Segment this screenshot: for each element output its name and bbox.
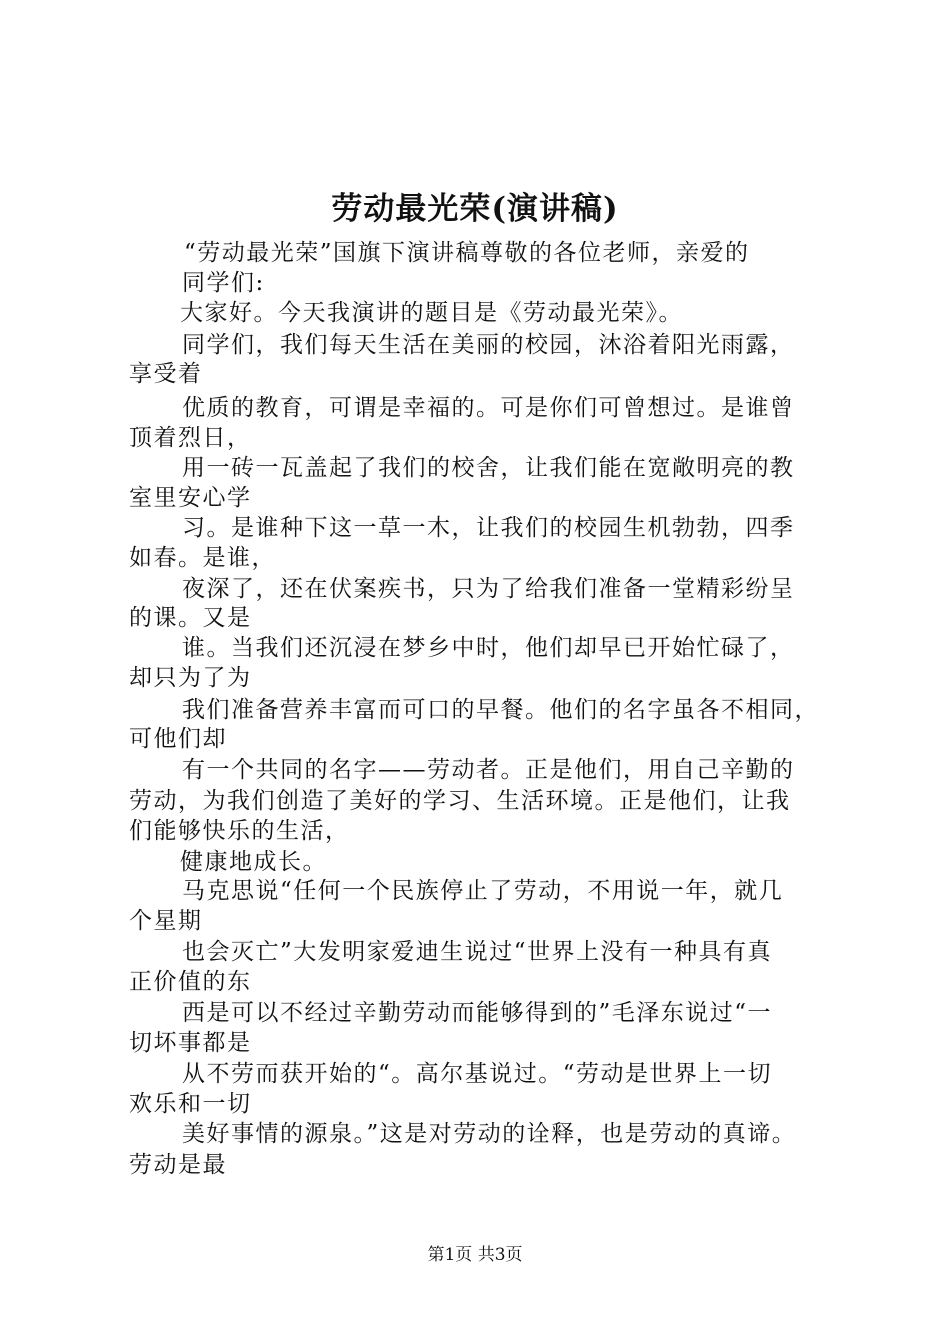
page-number-footer: 第1页 共3页: [427, 1245, 523, 1265]
body-line: 享受着: [129, 361, 203, 387]
body-line: 用一砖一瓦盖起了我们的校舍，让我们能在宽敞明亮的教: [182, 455, 795, 481]
body-line: 切坏事都是: [129, 1030, 252, 1056]
body-line: 同学们，我们每天生活在美丽的校园，沐浴着阳光雨露，: [182, 332, 795, 358]
body-line: 们能够快乐的生活，: [129, 818, 350, 844]
body-line: 我们准备营养丰富而可口的早餐。他们的名字虽各不相同，: [182, 697, 819, 723]
body-line: 大家好。今天我演讲的题目是《劳动最光荣》。: [180, 300, 683, 326]
body-line: 也会灭亡”大发明家爱迪生说过“世界上没有一种具有真: [182, 939, 773, 965]
body-line: 谁。当我们还沉浸在梦乡中时，他们却早已开始忙碌了，: [182, 635, 795, 661]
body-line: 可他们却: [129, 726, 227, 752]
body-line: 顶着烈日，: [129, 425, 252, 451]
body-line: 欢乐和一切: [129, 1091, 252, 1117]
body-line: 正价值的东: [129, 969, 252, 995]
body-line: 夜深了，还在伏案疾书，只为了给我们准备一堂精彩纷呈: [182, 576, 795, 602]
body-line: 西是可以不经过辛勤劳动而能够得到的”毛泽东说过“一: [182, 1000, 773, 1026]
body-line: 如春。是谁，: [129, 545, 276, 571]
body-line: 劳动是最: [129, 1152, 227, 1178]
body-line: 美好事情的源泉。”这是对劳动的诠释，也是劳动的真谛。: [182, 1121, 797, 1147]
body-line: 习。是谁种下这一草一木，让我们的校园生机勃勃，四季: [182, 515, 795, 541]
body-line: 却只为了为: [129, 665, 252, 691]
body-line: 室里安心学: [129, 485, 252, 511]
body-line: 马克思说“任何一个民族停止了劳动，不用说一年，就几: [182, 878, 784, 904]
body-line: 健康地成长。: [180, 849, 327, 875]
body-line: 同学们:: [182, 270, 265, 296]
body-line: 有一个共同的名字——劳动者。正是他们，用自己辛勤的: [182, 757, 795, 783]
body-line: 劳动，为我们创造了美好的学习、生活环境。正是他们，让我: [129, 788, 791, 814]
body-line: 个星期: [129, 908, 203, 934]
document-title: 劳动最光荣(演讲稿): [331, 191, 619, 227]
body-line: 从不劳而获开始的“。高尔基说过。“劳动是世界上一切: [182, 1061, 773, 1087]
body-line: 优质的教育，可谓是幸福的。可是你们可曾想过。是谁曾: [182, 395, 795, 421]
body-line: 的课。又是: [129, 605, 252, 631]
body-line: “劳动最光荣”国旗下演讲稿尊敬的各位老师，亲爱的: [184, 240, 750, 266]
